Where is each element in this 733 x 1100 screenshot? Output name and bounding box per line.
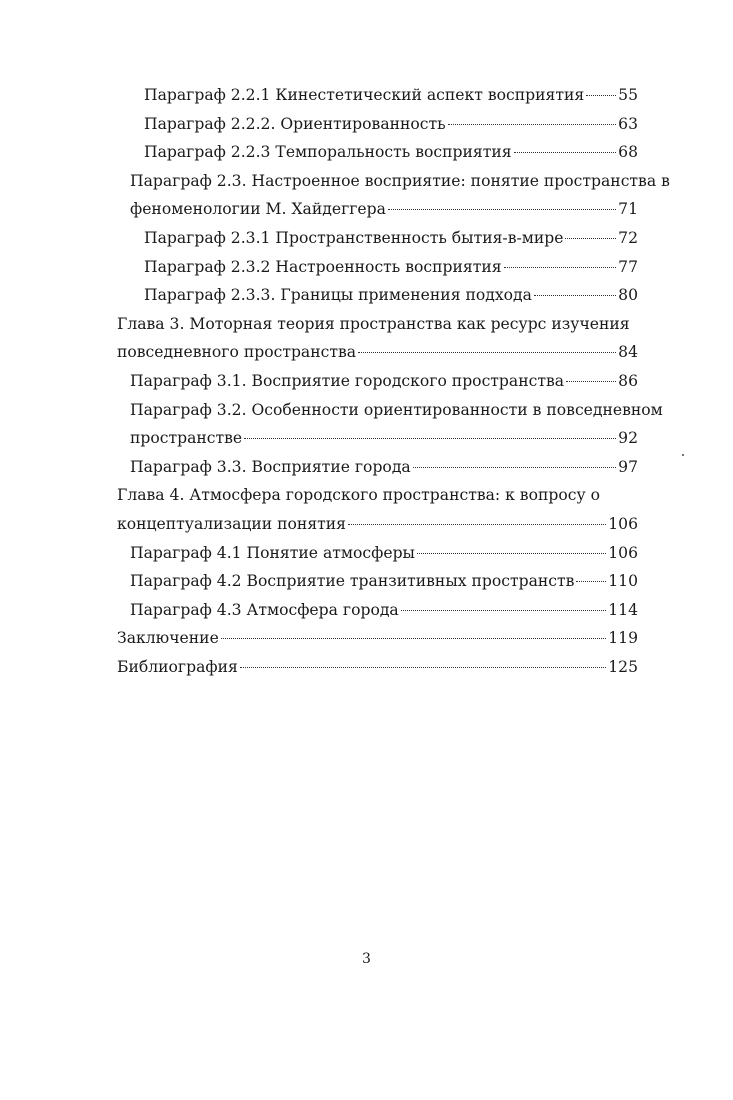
toc-page-number: 97 <box>618 457 638 476</box>
toc-page-number: 72 <box>618 228 638 247</box>
toc-section-entry <box>117 539 638 568</box>
page-number: 3 <box>362 951 371 967</box>
toc-section-entry <box>117 596 638 625</box>
toc-entry-title: Библиография <box>117 657 238 676</box>
toc-entry-row <box>144 110 638 139</box>
toc-entry-title: Параграф 2.2.1 Кинестетический аспект восприятия <box>144 86 585 104</box>
dot-leader <box>514 152 617 153</box>
toc-section-entry <box>117 138 638 167</box>
toc-page-number: 84 <box>618 343 638 362</box>
toc-section-entry <box>117 453 638 482</box>
toc-entry-title: Параграф 2.2.3 Темпоральность восприятия <box>144 143 512 162</box>
toc-page-number: 114 <box>608 600 638 619</box>
dot-leader <box>388 209 616 210</box>
toc-entry-title-line: Глава 3. Моторная теория пространства как ресурс изучения <box>117 314 630 333</box>
toc-entry-row <box>117 653 638 682</box>
toc-entry-title-line: Параграф 3.2. Особенности ориентированности в повседневном <box>130 400 663 419</box>
toc-section-entry <box>117 224 638 253</box>
dot-leader <box>348 524 606 525</box>
toc-section-entry <box>117 81 638 110</box>
dot-leader <box>401 610 607 611</box>
toc-page-number: 68 <box>618 143 638 162</box>
toc-page-number: 71 <box>618 200 638 219</box>
dot-leader <box>566 381 616 382</box>
dot-leader <box>534 295 616 296</box>
dot-leader <box>565 238 616 239</box>
toc-section-entry <box>117 396 663 453</box>
toc-entry-row <box>130 453 638 482</box>
toc-page-number: 106 <box>608 514 638 533</box>
toc-section-entry <box>117 367 638 396</box>
toc-entry-title: Параграф 2.3.3. Границы применения подхода <box>144 286 532 305</box>
table-of-contents <box>117 81 670 681</box>
toc-section-entry <box>117 567 638 596</box>
toc-entry-title-line: Параграф 2.3. Настроенное восприятие: понятие пространства в <box>130 171 670 190</box>
dot-leader <box>576 581 606 582</box>
toc-entry-title: Параграф 4.2 Восприятие транзитивных пространств <box>130 572 575 591</box>
toc-entry-title: Параграф 2.3.2 Настроенность восприятия <box>144 257 502 276</box>
toc-section-entry <box>117 253 638 282</box>
dot-leader <box>448 124 617 125</box>
toc-page-number: 106 <box>608 543 638 562</box>
toc-entry-row <box>117 624 638 653</box>
toc-chapter-entry <box>117 624 638 653</box>
toc-entry-row <box>144 138 638 167</box>
dot-leader <box>586 95 616 96</box>
toc-entry-title: Параграф 2.3.1 Пространственность бытия-в-мире <box>144 228 564 247</box>
toc-entry-row <box>144 253 638 282</box>
toc-page-number: 80 <box>618 286 638 305</box>
dot-leader <box>221 638 606 639</box>
toc-section-entry <box>117 167 670 224</box>
toc-page-number: 110 <box>608 572 638 591</box>
toc-section-entry <box>117 281 638 310</box>
toc-entry-row <box>144 224 638 253</box>
toc-entry-row <box>130 367 638 396</box>
toc-page-number: 119 <box>608 629 638 648</box>
scan-speck <box>682 454 684 456</box>
toc-page-number: 92 <box>618 429 638 448</box>
toc-page-number: 125 <box>608 657 638 676</box>
toc-entry-title: феноменологии М. Хайдеггера <box>130 200 386 219</box>
toc-chapter-entry <box>117 310 638 367</box>
toc-entry-row <box>144 81 638 110</box>
toc-entry-title: Параграф 3.1. Восприятие городского пространства <box>130 371 565 390</box>
toc-page-number: 77 <box>618 257 638 276</box>
toc-entry-title: пространстве <box>130 429 243 448</box>
toc-entry-title: Заключение <box>117 629 219 648</box>
toc-entry-row <box>130 567 638 596</box>
toc-entry-title: Параграф 3.3. Восприятие города <box>130 457 411 476</box>
toc-entry-row <box>130 596 638 625</box>
dot-leader <box>240 667 606 668</box>
toc-entry-row <box>130 539 638 568</box>
toc-page-number: 86 <box>618 371 638 390</box>
toc-page-number: 55 <box>618 86 638 104</box>
toc-entry-row <box>130 195 638 224</box>
toc-entry-title: повседневного пространства <box>117 343 357 362</box>
toc-section-entry <box>117 110 638 139</box>
dot-leader <box>504 267 617 268</box>
toc-entry-title: Параграф 4.3 Атмосфера города <box>130 600 399 619</box>
toc-entry-title: Параграф 4.1 Понятие атмосферы <box>130 543 415 562</box>
dot-leader <box>244 438 616 439</box>
toc-chapter-entry <box>117 481 638 538</box>
dot-leader <box>413 467 616 468</box>
toc-entry-title-line: Глава 4. Атмосфера городского пространства: к вопросу о <box>117 486 600 505</box>
toc-page-number: 63 <box>618 114 638 133</box>
toc-chapter-entry <box>117 653 638 682</box>
dot-leader <box>417 553 606 554</box>
toc-entry-row <box>117 510 638 539</box>
toc-entry-row <box>144 281 638 310</box>
toc-entry-row <box>117 338 638 367</box>
toc-entry-row <box>130 424 638 453</box>
dot-leader <box>358 352 616 353</box>
toc-entry-title: Параграф 2.2.2. Ориентированность <box>144 114 446 133</box>
toc-entry-title: концептуализации понятия <box>117 514 347 533</box>
